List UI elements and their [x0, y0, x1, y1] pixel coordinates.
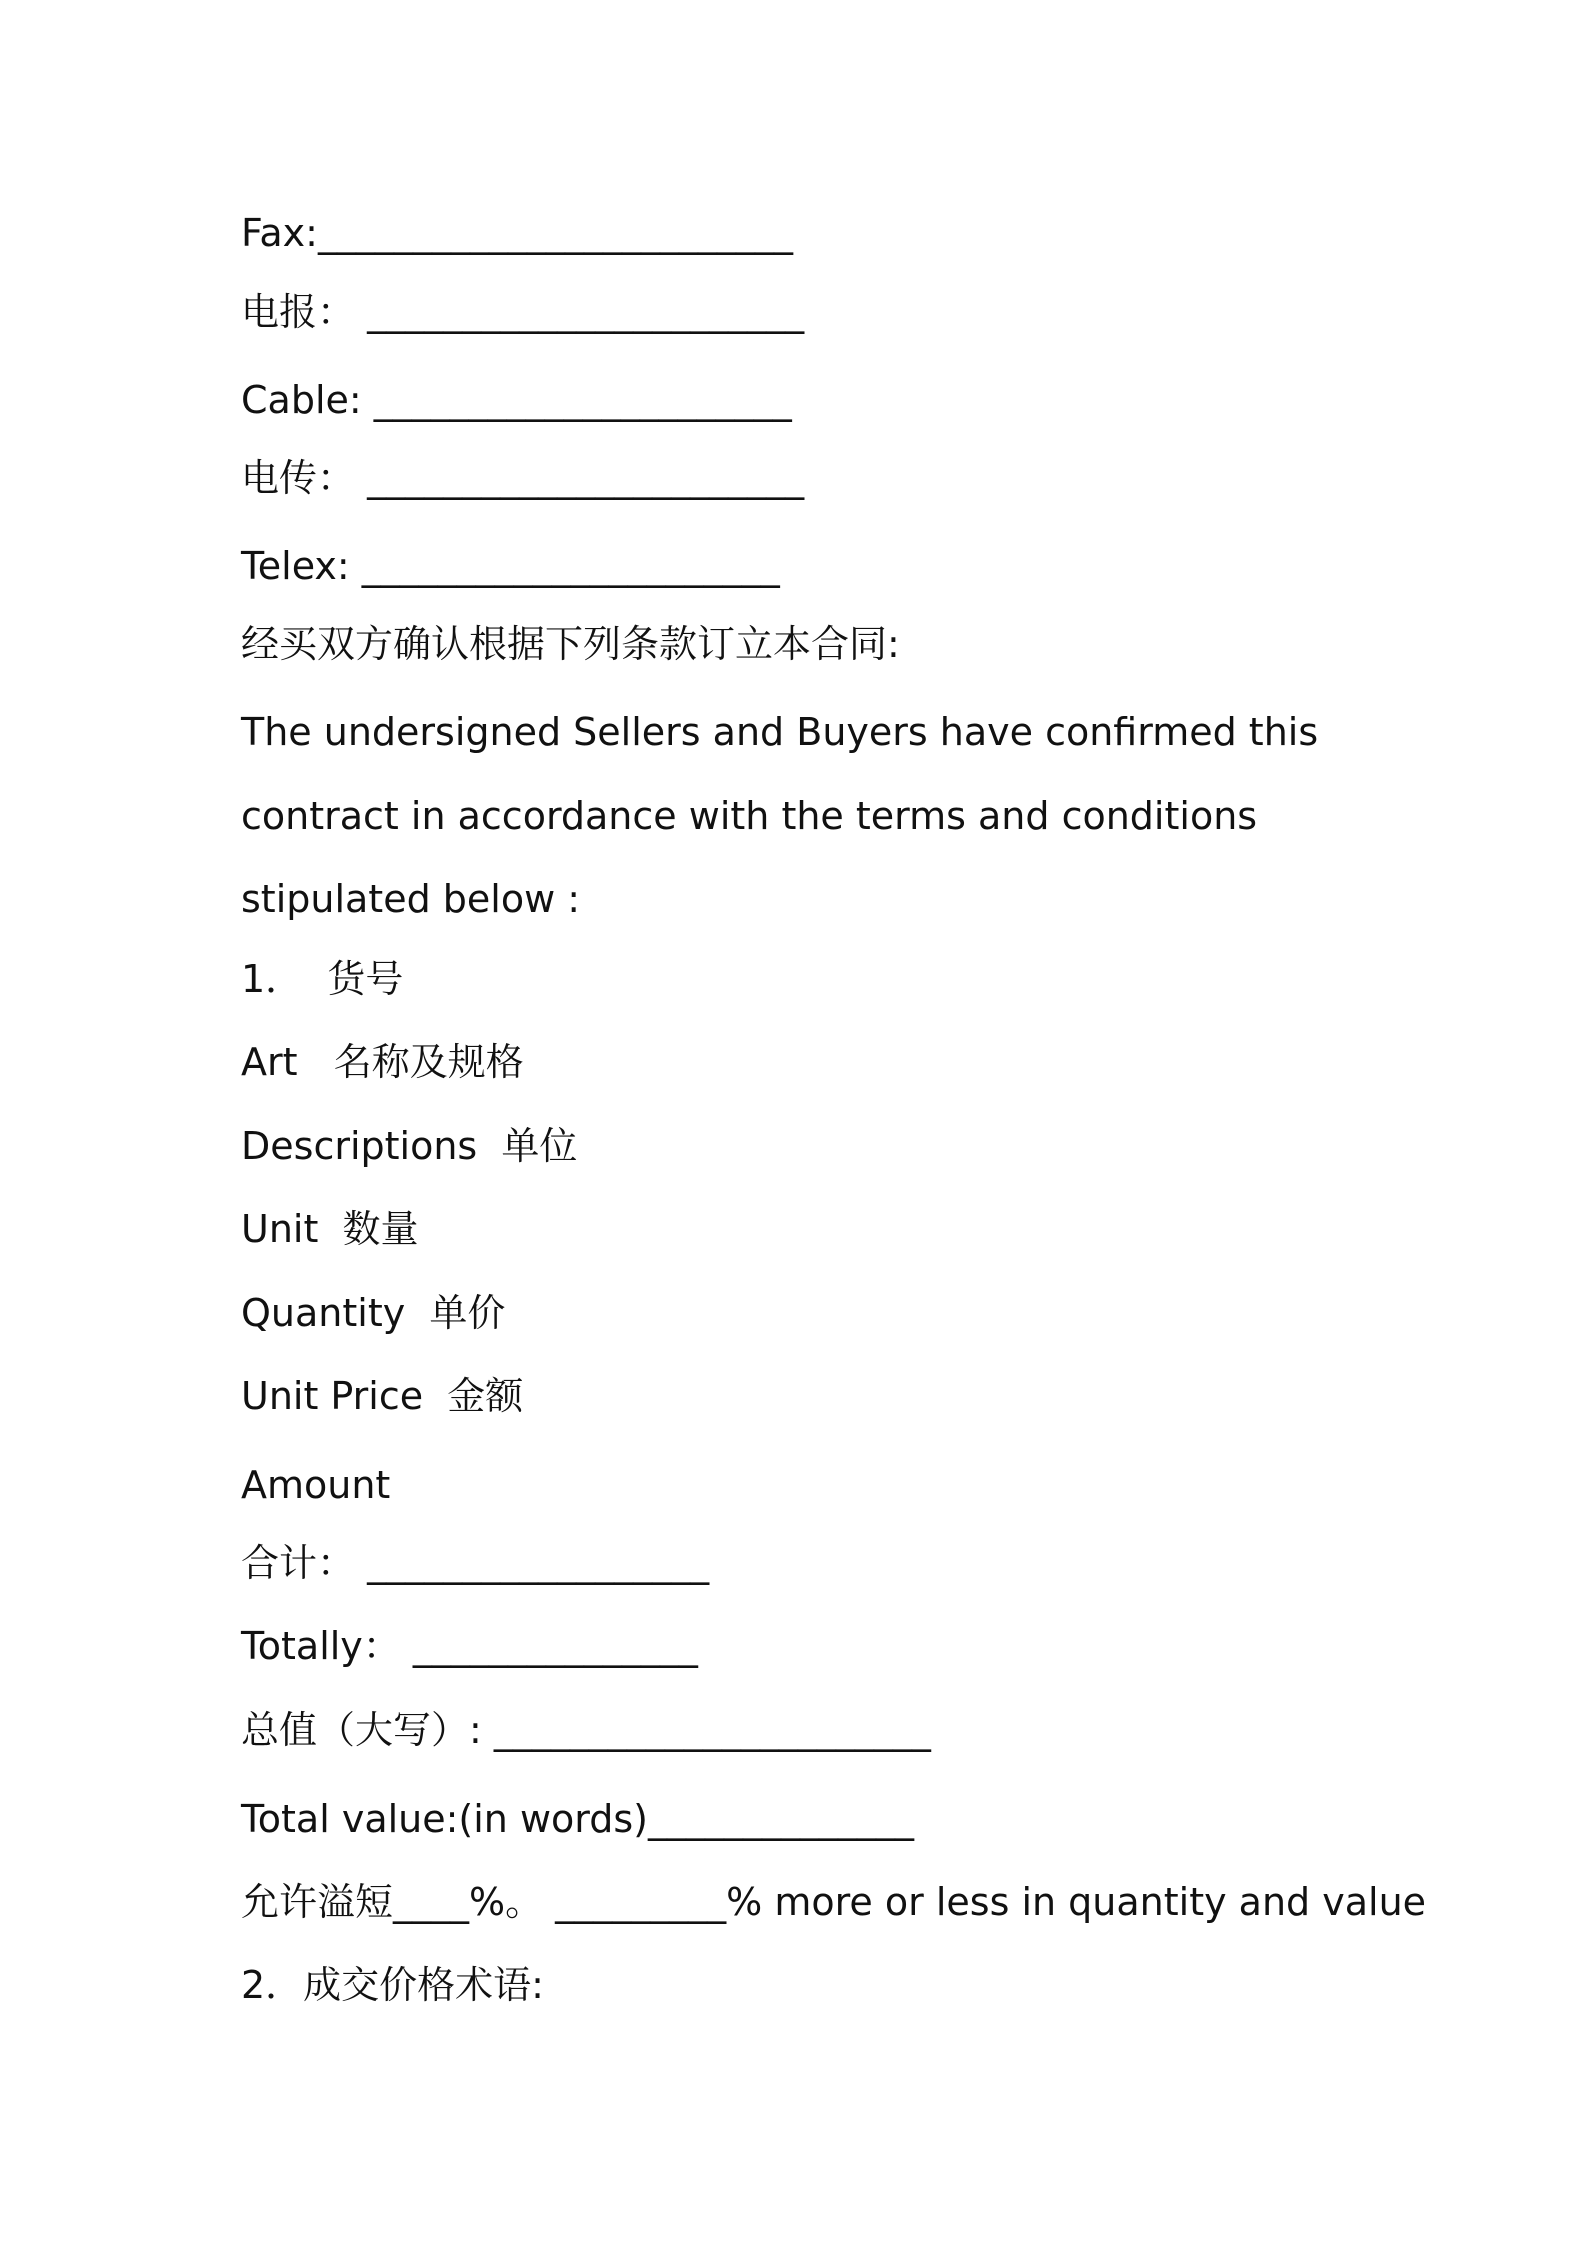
total-field: Totally： _______________	[241, 1624, 698, 1668]
column-art: Art 名称及规格	[241, 1040, 524, 1084]
column-quantity: Quantity 单价	[241, 1291, 506, 1335]
quantity-tolerance: 允许溢短____%。 _________% more or less in quantity and value	[241, 1880, 1427, 1924]
telex-field-cn: 电传： _______________________	[241, 456, 805, 500]
total-value-words-cn: 总值（大写）: _______________________	[241, 1708, 931, 1752]
column-amount: Amount	[241, 1463, 391, 1507]
column-descriptions: Descriptions 单位	[241, 1124, 578, 1168]
intro-en-line-3: stipulated below :	[241, 877, 581, 921]
telegram-field-cn: 电报： _______________________	[241, 290, 805, 334]
section-2-heading: 2．成交价格术语:	[241, 1963, 544, 2007]
total-value-words: Total value:(in words)______________	[241, 1797, 914, 1841]
section-1-heading: 1． 货号	[241, 957, 404, 1001]
telex-field: Telex: ______________________	[241, 544, 780, 588]
column-unit: Unit 数量	[241, 1207, 419, 1251]
column-unit-price: Unit Price 金额	[241, 1374, 524, 1418]
total-field-cn: 合计： __________________	[241, 1541, 710, 1585]
intro-cn: 经买双方确认根据下列条款订立本合同:	[241, 622, 900, 666]
fax-field: Fax:_________________________	[241, 211, 793, 255]
intro-en-line-2: contract in accordance with the terms and conditions	[241, 794, 1258, 838]
intro-en-line-1: The undersigned Sellers and Buyers have confirmed this	[241, 710, 1319, 754]
cable-field: Cable: ______________________	[241, 378, 792, 422]
